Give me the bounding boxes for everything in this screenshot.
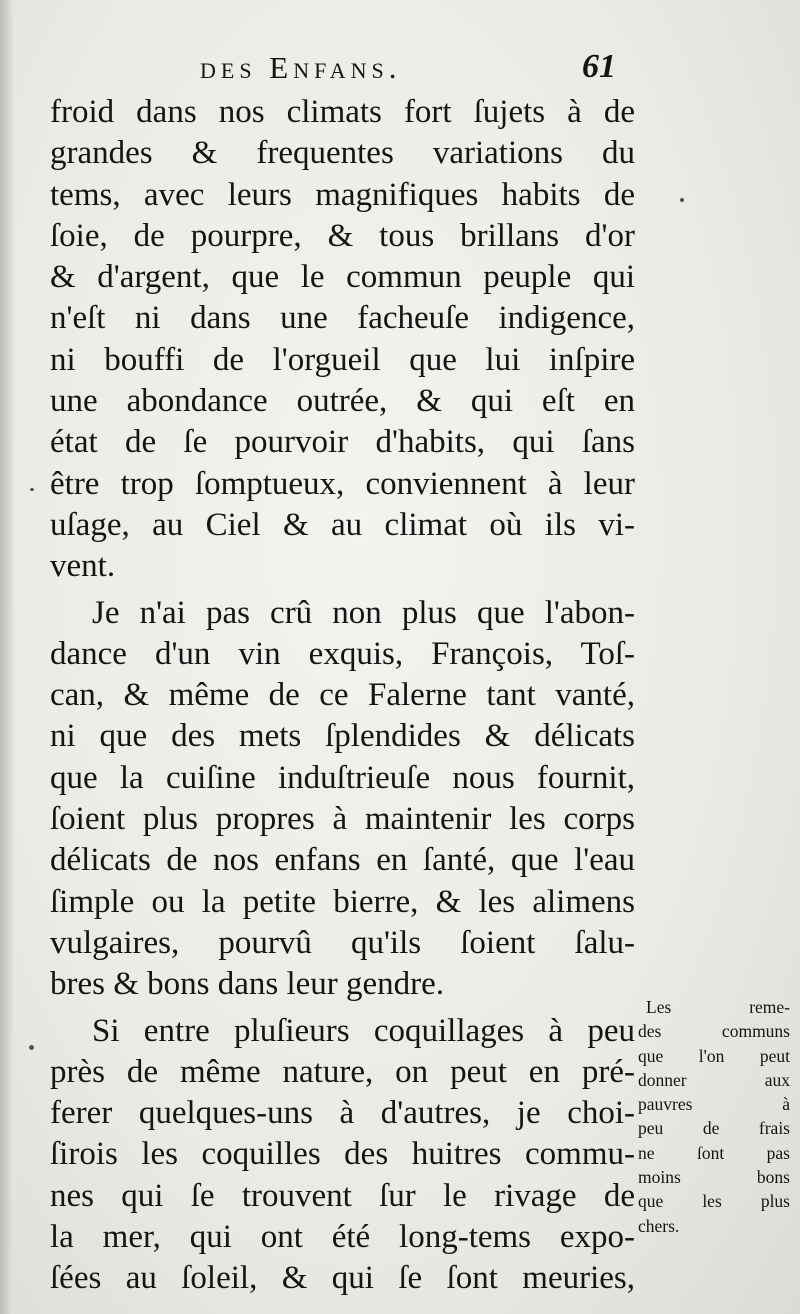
text-line: froid dans nos climats fort ſujets à de [50,94,635,130]
text-line: can, & même de ce Falerne tant vanté, [50,677,635,714]
text-line: tems, avec leurs magnifiques habits de [50,176,635,213]
text-line: ſoie, de pourpre, & tous brillans d'or [50,217,635,254]
text-line: dance d'un vin exquis, François, Toſ- [50,635,635,672]
paragraph-first-line: Je n'ai pas crû non plus que l'abon- [92,594,635,631]
text-line: grandes & frequentes variations du [50,135,635,172]
marginal-note-line: donner aux [638,1069,790,1090]
marginal-note-line: Les reme- [646,997,790,1017]
marginal-note-line: moins bons [638,1167,790,1188]
marginal-note-line: ne ſont pas [638,1142,790,1163]
ink-speck [30,488,34,491]
text-line: bres & bons dans leur gendre. [50,966,445,1003]
paragraph-first-line: Si entre pluſieurs coquillages à peu [92,1012,635,1049]
text-line: délicats de nos enfans en ſanté, que l'eau [50,842,635,879]
marginal-note-line: que les plus [638,1191,790,1212]
marginal-note-line: pauvres à [638,1094,790,1115]
text-line: & d'argent, que le commun peuple qui [50,259,635,296]
text-line: ni bouffi de l'orgueil que lui inſpire [50,341,635,378]
text-line: ſoient plus propres à maintenir les corps [50,801,635,838]
marginal-note-line: peu de frais [638,1118,790,1139]
text-line: que la cuiſine induſtrieuſe nous fournit, [50,759,635,796]
text-line: ni que des mets ſplendides & délicats [50,718,635,755]
text-line: ſirois les coquilles des huitres commu- [50,1136,635,1173]
marginal-note [638,995,790,1238]
text-line: ſées au ſoleil, & qui ſe ſont meuries, [50,1260,635,1297]
text-line: ſimple ou la petite bierre, & les alimens [50,883,635,920]
marginal-note-line: que l'on peut [638,1045,790,1066]
running-head: des Enfans. [200,50,402,85]
page-number: 61 [582,48,616,85]
text-line: une abondance outrée, & qui eſt en [50,383,635,420]
text-line: vulgaires, pourvû qu'ils ſoient ſalu- [50,924,635,961]
page-gutter-shadow [0,0,14,1314]
text-line: ferer quelques-uns à d'autres, je choi- [50,1095,635,1132]
text-line: n'eſt ni dans une facheuſe indigence, [50,300,635,337]
text-line: la mer, qui ont été long-tems expo- [50,1219,635,1256]
text-line: vent. [50,548,116,585]
text-line: être trop ſomptueux, conviennent à leur [50,465,635,502]
page-header [0,44,800,92]
text-line: uſage, au Ciel & au climat où ils vi- [50,506,635,543]
ink-speck [29,1045,34,1050]
marginal-note-line: des communs [638,1021,790,1042]
text-line: état de ſe pourvoir d'habits, qui ſans [50,424,635,461]
body-text [50,92,635,1300]
text-line: près de même nature, on peut en pré- [50,1053,635,1090]
marginal-note-line: chers. [638,1215,680,1236]
text-line: nes qui ſe trouvent ſur le rivage de [50,1177,635,1214]
ink-speck [680,198,684,202]
